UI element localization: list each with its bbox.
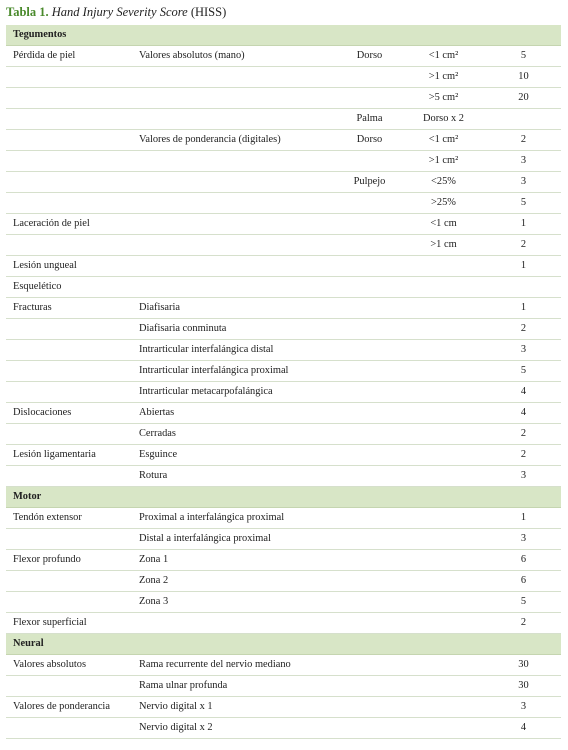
table-cell-c4 [401, 718, 486, 739]
table-cell-c5: 1 [486, 214, 561, 235]
table-cell-c1: Tendón extensor [6, 508, 132, 529]
table-cell-c4 [401, 277, 486, 298]
table-cell-c1 [6, 361, 132, 382]
table-cell-c3 [338, 88, 401, 109]
table-row [6, 508, 561, 529]
table-cell-c2 [132, 235, 338, 256]
table-cell-c4 [401, 319, 486, 340]
table-row [6, 172, 561, 193]
table-cell-c5: 3 [486, 151, 561, 172]
table-cell-c5: 30 [486, 676, 561, 697]
table-cell-c5: 6 [486, 571, 561, 592]
table-cell-c1 [6, 193, 132, 214]
table-cell-c2: Zona 1 [132, 550, 338, 571]
table-cell-c4 [401, 424, 486, 445]
table-cell-c3 [338, 529, 401, 550]
table-cell-c5: 1 [486, 256, 561, 277]
table-cell-c4: <1 cm² [401, 130, 486, 151]
table-cell-c5: 3 [486, 340, 561, 361]
table-row [6, 151, 561, 172]
table-cell-c2: Intrarticular interfalángica distal [132, 340, 338, 361]
table-cell-c5: 2 [486, 424, 561, 445]
table-cell-c3 [338, 277, 401, 298]
table-cell-c2: Cerradas [132, 424, 338, 445]
table-cell-c1 [6, 340, 132, 361]
table-cell-c4 [401, 655, 486, 676]
table-cell-c3 [338, 67, 401, 88]
hiss-table [6, 25, 561, 739]
table-cell-c3 [338, 298, 401, 319]
table-row [6, 193, 561, 214]
table-cell-c5: 2 [486, 319, 561, 340]
table-cell-c1 [6, 67, 132, 88]
table-row [6, 298, 561, 319]
table-cell-c1 [6, 382, 132, 403]
table-cell-c1: Flexor superficial [6, 613, 132, 634]
table-cell-c3: Dorso [338, 46, 401, 67]
table-cell-c2 [132, 193, 338, 214]
table-cell-c3 [338, 655, 401, 676]
table-row [6, 382, 561, 403]
table-cell-c5: 6 [486, 550, 561, 571]
table-cell-c3 [338, 193, 401, 214]
table-cell-c1: Pérdida de piel [6, 46, 132, 67]
table-cell-c1: Lesión ungueal [6, 256, 132, 277]
caption-label: Tabla 1. [6, 5, 49, 19]
table-cell-c2: Nervio digital x 2 [132, 718, 338, 739]
table-cell-c3 [338, 445, 401, 466]
table-cell-c2: Diafisaria [132, 298, 338, 319]
table-cell-c3: Dorso [338, 130, 401, 151]
table-cell-c5: 4 [486, 718, 561, 739]
table-cell-c4 [401, 676, 486, 697]
table-cell-c2 [132, 214, 338, 235]
table-cell-c4: Dorso x 2 [401, 109, 486, 130]
table-row [6, 445, 561, 466]
table-cell-c2: Zona 3 [132, 592, 338, 613]
table-cell-c2: Rama recurrente del nervio mediano [132, 655, 338, 676]
section-header: Tegumentos [6, 25, 561, 46]
table-cell-c3 [338, 214, 401, 235]
table-cell-c5: 20 [486, 88, 561, 109]
table-cell-c1 [6, 424, 132, 445]
table-cell-c3 [338, 256, 401, 277]
table-cell-c2: Esguince [132, 445, 338, 466]
table-cell-c4 [401, 445, 486, 466]
table-cell-c5: 3 [486, 172, 561, 193]
table-cell-c5: 4 [486, 403, 561, 424]
table-cell-c1 [6, 718, 132, 739]
table-cell-c5 [486, 109, 561, 130]
table-cell-c2 [132, 172, 338, 193]
table-cell-c5: 5 [486, 46, 561, 67]
table-row [6, 676, 561, 697]
table-cell-c4: >5 cm² [401, 88, 486, 109]
table-row [6, 109, 561, 130]
table-row [6, 424, 561, 445]
table-cell-c4: >1 cm² [401, 151, 486, 172]
table-body [6, 25, 561, 739]
table-cell-c3: Palma [338, 109, 401, 130]
table-cell-c1 [6, 571, 132, 592]
section-header-row [6, 487, 561, 508]
table-caption [6, 5, 226, 20]
table-cell-c5: 2 [486, 130, 561, 151]
table-row [6, 319, 561, 340]
table-row [6, 214, 561, 235]
table-cell-c5: 2 [486, 235, 561, 256]
table-row [6, 613, 561, 634]
table-row [6, 67, 561, 88]
table-cell-c4 [401, 298, 486, 319]
table-row [6, 529, 561, 550]
table-cell-c4: <25% [401, 172, 486, 193]
table-cell-c5: 10 [486, 67, 561, 88]
table-cell-c3 [338, 319, 401, 340]
table-cell-c3 [338, 151, 401, 172]
table-cell-c2 [132, 88, 338, 109]
table-row [6, 571, 561, 592]
table-cell-c4 [401, 613, 486, 634]
table-cell-c1 [6, 172, 132, 193]
table-cell-c2: Distal a interfalángica proximal [132, 529, 338, 550]
table-row [6, 256, 561, 277]
table-cell-c2: Rotura [132, 466, 338, 487]
table-cell-c1 [6, 592, 132, 613]
table-cell-c2 [132, 277, 338, 298]
table-row [6, 88, 561, 109]
table-cell-c1 [6, 319, 132, 340]
table-cell-c3 [338, 466, 401, 487]
table-cell-c2: Valores de ponderancia (digitales) [132, 130, 338, 151]
table-cell-c1 [6, 529, 132, 550]
table-cell-c3 [338, 697, 401, 718]
table-cell-c5 [486, 277, 561, 298]
table-cell-c3 [338, 403, 401, 424]
table-cell-c2: Nervio digital x 1 [132, 697, 338, 718]
table-cell-c4 [401, 361, 486, 382]
table-cell-c2: Zona 2 [132, 571, 338, 592]
table-cell-c3 [338, 718, 401, 739]
table-cell-c1: Lesión ligamentaria [6, 445, 132, 466]
table-cell-c2 [132, 67, 338, 88]
table-cell-c1 [6, 88, 132, 109]
table-cell-c5: 5 [486, 193, 561, 214]
table-cell-c3 [338, 424, 401, 445]
table-row [6, 235, 561, 256]
table-cell-c4 [401, 550, 486, 571]
table-cell-c3 [338, 382, 401, 403]
table-cell-c5: 3 [486, 466, 561, 487]
table-row [6, 466, 561, 487]
table-cell-c1 [6, 151, 132, 172]
table-cell-c2: Valores absolutos (mano) [132, 46, 338, 67]
table-cell-c3 [338, 508, 401, 529]
table-cell-c4: <1 cm² [401, 46, 486, 67]
table-row [6, 697, 561, 718]
table-cell-c4 [401, 466, 486, 487]
table-row [6, 277, 561, 298]
table-cell-c4 [401, 592, 486, 613]
table-cell-c2 [132, 151, 338, 172]
table-cell-c1: Dislocaciones [6, 403, 132, 424]
table-row [6, 592, 561, 613]
table-cell-c4 [401, 340, 486, 361]
table-cell-c2 [132, 256, 338, 277]
table-cell-c4 [401, 529, 486, 550]
table-cell-c4 [401, 571, 486, 592]
table-cell-c5: 5 [486, 361, 561, 382]
table-cell-c1: Valores de ponderancia [6, 697, 132, 718]
table-cell-c1 [6, 676, 132, 697]
table-cell-c1: Valores absolutos [6, 655, 132, 676]
table-cell-c5: 1 [486, 298, 561, 319]
section-header: Motor [6, 487, 561, 508]
table-cell-c2: Abiertas [132, 403, 338, 424]
table-cell-c4: >1 cm² [401, 67, 486, 88]
table-row [6, 130, 561, 151]
table-cell-c5: 2 [486, 613, 561, 634]
table-cell-c3 [338, 613, 401, 634]
table-cell-c3 [338, 550, 401, 571]
table-cell-c2 [132, 613, 338, 634]
table-cell-c4: <1 cm [401, 214, 486, 235]
table-cell-c2: Rama ulnar profunda [132, 676, 338, 697]
table-cell-c1: Laceración de piel [6, 214, 132, 235]
section-header-row [6, 634, 561, 655]
table-cell-c3: Pulpejo [338, 172, 401, 193]
table-cell-c5: 2 [486, 445, 561, 466]
table-cell-c5: 3 [486, 697, 561, 718]
table-cell-c1 [6, 466, 132, 487]
section-header-row [6, 25, 561, 46]
table-cell-c1 [6, 130, 132, 151]
table-cell-c1: Esquelético [6, 277, 132, 298]
table-cell-c2: Diafisaria conminuta [132, 319, 338, 340]
table-cell-c5: 1 [486, 508, 561, 529]
table-cell-c3 [338, 235, 401, 256]
table-row [6, 718, 561, 739]
table-cell-c4: >1 cm [401, 235, 486, 256]
table-row [6, 361, 561, 382]
table-cell-c5: 30 [486, 655, 561, 676]
table-cell-c1: Flexor profundo [6, 550, 132, 571]
table-row [6, 655, 561, 676]
table-cell-c1 [6, 235, 132, 256]
table-cell-c3 [338, 571, 401, 592]
table-cell-c4 [401, 403, 486, 424]
table-cell-c3 [338, 592, 401, 613]
table-cell-c4: >25% [401, 193, 486, 214]
table-cell-c2 [132, 109, 338, 130]
table-cell-c3 [338, 361, 401, 382]
table-cell-c1: Fracturas [6, 298, 132, 319]
table-row [6, 550, 561, 571]
table-row [6, 403, 561, 424]
section-header: Neural [6, 634, 561, 655]
table-cell-c4 [401, 508, 486, 529]
caption-name: Hand Injury Severity Score [51, 5, 188, 19]
table-cell-c5: 5 [486, 592, 561, 613]
table-cell-c4 [401, 697, 486, 718]
table-cell-c2: Proximal a interfalángica proximal [132, 508, 338, 529]
table-cell-c1 [6, 109, 132, 130]
table-cell-c4 [401, 256, 486, 277]
table-cell-c5: 4 [486, 382, 561, 403]
table-row [6, 46, 561, 67]
table-row [6, 340, 561, 361]
table-cell-c2: Intrarticular metacarpofalángica [132, 382, 338, 403]
table-cell-c3 [338, 340, 401, 361]
table-cell-c4 [401, 382, 486, 403]
table-cell-c2: Intrarticular interfalángica proximal [132, 361, 338, 382]
caption-abbr: (HISS) [190, 5, 227, 19]
table-cell-c3 [338, 676, 401, 697]
table-cell-c5: 3 [486, 529, 561, 550]
